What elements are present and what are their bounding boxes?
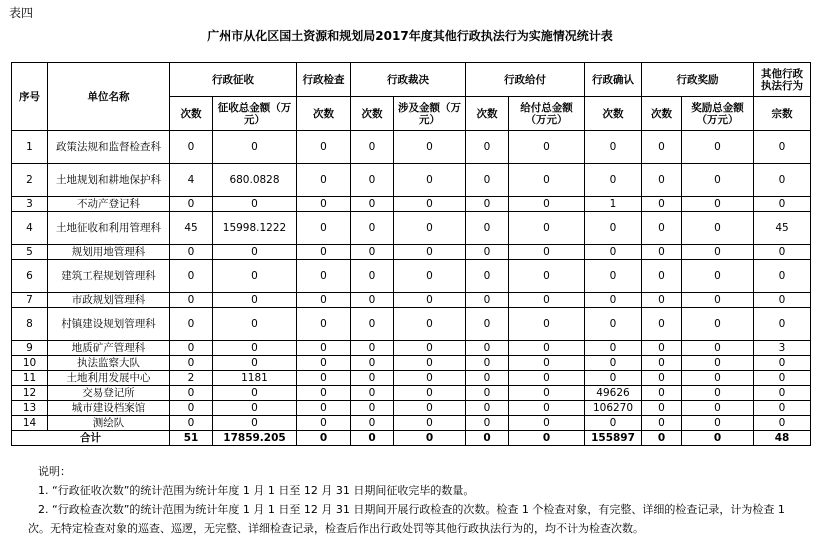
row-seq: 5	[12, 245, 48, 260]
statistics-table	[11, 62, 811, 446]
cell: 0	[642, 260, 682, 293]
row-unit: 土地规划和耕地保护科	[48, 164, 170, 197]
cell: 0	[297, 212, 351, 245]
cell: 0	[585, 341, 642, 356]
table-row	[12, 293, 811, 308]
table-row	[12, 416, 811, 431]
row-seq: 11	[12, 371, 48, 386]
cell: 0	[754, 293, 811, 308]
row-unit: 规划用地管理科	[48, 245, 170, 260]
cell: 0	[466, 341, 509, 356]
cell: 0	[682, 293, 754, 308]
cell: 680.0828	[213, 164, 297, 197]
cell: 0	[351, 356, 394, 371]
cell: 0	[297, 245, 351, 260]
row-unit: 城市建设档案馆	[48, 401, 170, 416]
cell: 0	[213, 416, 297, 431]
cell: 0	[682, 416, 754, 431]
cell: 0	[351, 371, 394, 386]
table-row	[12, 401, 811, 416]
cell: 0	[682, 212, 754, 245]
notes-section	[28, 462, 808, 538]
cell: 0	[351, 386, 394, 401]
cell: 0	[754, 371, 811, 386]
total-row	[12, 431, 811, 446]
cell: 0	[642, 371, 682, 386]
table-row	[12, 131, 811, 164]
cell: 0	[642, 131, 682, 164]
header-group-other: 其他行政执法行为	[754, 63, 811, 97]
total-cell: 51	[170, 431, 213, 446]
row-seq: 7	[12, 293, 48, 308]
table-row	[12, 164, 811, 197]
cell: 0	[585, 356, 642, 371]
cell: 0	[642, 416, 682, 431]
cell: 0	[754, 164, 811, 197]
cell: 0	[213, 308, 297, 341]
cell: 0	[509, 308, 585, 341]
row-unit: 建筑工程规划管理科	[48, 260, 170, 293]
cell: 0	[509, 356, 585, 371]
cell: 106270	[585, 401, 642, 416]
table-row	[12, 386, 811, 401]
cell: 0	[754, 386, 811, 401]
header-sub: 次数	[351, 97, 394, 131]
header-group-payment: 行政给付	[466, 63, 585, 97]
cell: 0	[509, 341, 585, 356]
row-unit: 地质矿产管理科	[48, 341, 170, 356]
notes-heading: 说明：	[38, 465, 71, 478]
header-group-levy: 行政征收	[170, 63, 297, 97]
cell: 0	[170, 245, 213, 260]
cell: 0	[170, 416, 213, 431]
cell: 0	[585, 293, 642, 308]
cell: 0	[466, 164, 509, 197]
cell: 0	[170, 356, 213, 371]
cell: 0	[642, 293, 682, 308]
cell: 0	[509, 131, 585, 164]
cell: 0	[682, 245, 754, 260]
cell: 0	[585, 260, 642, 293]
cell: 0	[585, 212, 642, 245]
row-unit: 村镇建设规划管理科	[48, 308, 170, 341]
cell: 0	[297, 401, 351, 416]
cell: 0	[642, 245, 682, 260]
cell: 0	[509, 164, 585, 197]
cell: 0	[297, 260, 351, 293]
cell: 0	[466, 308, 509, 341]
table-row	[12, 245, 811, 260]
cell: 0	[466, 260, 509, 293]
cell: 0	[585, 371, 642, 386]
header-row-groups	[12, 63, 811, 97]
cell: 0	[509, 416, 585, 431]
header-sub: 奖励总金额（万元）	[682, 97, 754, 131]
cell: 0	[754, 356, 811, 371]
table-row	[12, 212, 811, 245]
total-cell: 0	[351, 431, 394, 446]
cell: 0	[642, 341, 682, 356]
cell: 0	[509, 293, 585, 308]
cell: 0	[394, 416, 466, 431]
header-sub: 次数	[170, 97, 213, 131]
note-item: 2. “行政检查次数”的统计范围为统计年度 1 月 1 日至 12 月 31 日期间开展行政检查的次数。检查 1 个检查对象，有完整、详细的检查记录，计为检查 1 次。无特定检查对象的巡查、巡逻，无完整、详细检查记录，检查后作出行政处罚等其他行政执法行为的，均不计为检查次数。	[28, 503, 785, 535]
header-group-ruling: 行政裁决	[351, 63, 466, 97]
total-cell: 155897	[585, 431, 642, 446]
cell: 0	[394, 386, 466, 401]
cell: 0	[642, 308, 682, 341]
note-item: 1. “行政征收次数”的统计范围为统计年度 1 月 1 日至 12 月 31 日期间征收完毕的数量。	[38, 484, 475, 497]
header-sub: 涉及金额（万元）	[394, 97, 466, 131]
cell: 0	[682, 131, 754, 164]
header-seq: 序号	[12, 63, 48, 131]
cell: 0	[466, 356, 509, 371]
cell: 0	[394, 371, 466, 386]
cell: 0	[754, 416, 811, 431]
cell: 0	[351, 401, 394, 416]
cell: 0	[509, 245, 585, 260]
table-row	[12, 371, 811, 386]
cell: 0	[394, 245, 466, 260]
cell: 0	[642, 386, 682, 401]
cell: 0	[466, 212, 509, 245]
row-unit: 政策法规和监督检查科	[48, 131, 170, 164]
cell: 0	[509, 371, 585, 386]
cell: 0	[682, 308, 754, 341]
cell: 0	[642, 197, 682, 212]
cell: 0	[682, 197, 754, 212]
cell: 0	[213, 293, 297, 308]
cell: 3	[754, 341, 811, 356]
row-seq: 4	[12, 212, 48, 245]
cell: 0	[585, 131, 642, 164]
cell: 0	[642, 164, 682, 197]
cell: 0	[297, 341, 351, 356]
cell: 0	[297, 356, 351, 371]
cell: 0	[213, 341, 297, 356]
row-seq: 9	[12, 341, 48, 356]
cell: 0	[466, 401, 509, 416]
cell: 0	[394, 401, 466, 416]
document-title: 广州市从化区国土资源和规划局2017年度其他行政执法行为实施情况统计表	[207, 29, 613, 43]
cell: 0	[170, 260, 213, 293]
cell: 0	[351, 293, 394, 308]
cell: 0	[466, 293, 509, 308]
cell: 0	[585, 164, 642, 197]
header-sub: 给付总金额（万元）	[509, 97, 585, 131]
cell: 0	[466, 416, 509, 431]
cell: 0	[754, 401, 811, 416]
cell: 0	[351, 197, 394, 212]
cell: 49626	[585, 386, 642, 401]
row-seq: 6	[12, 260, 48, 293]
header-group-reward: 行政奖励	[642, 63, 754, 97]
cell: 0	[509, 386, 585, 401]
cell: 0	[394, 164, 466, 197]
cell: 0	[509, 260, 585, 293]
cell: 0	[466, 131, 509, 164]
cell: 0	[509, 401, 585, 416]
cell: 0	[170, 308, 213, 341]
total-cell: 0	[466, 431, 509, 446]
cell: 0	[394, 293, 466, 308]
header-sub: 次数	[297, 97, 351, 131]
cell: 0	[642, 356, 682, 371]
cell: 0	[394, 212, 466, 245]
row-seq: 12	[12, 386, 48, 401]
cell: 0	[754, 197, 811, 212]
cell: 0	[170, 341, 213, 356]
row-seq: 2	[12, 164, 48, 197]
cell: 0	[466, 197, 509, 212]
cell: 0	[509, 197, 585, 212]
row-unit: 测绘队	[48, 416, 170, 431]
cell: 1	[585, 197, 642, 212]
table-row	[12, 356, 811, 371]
cell: 0	[754, 308, 811, 341]
header-sub: 次数	[642, 97, 682, 131]
cell: 0	[466, 371, 509, 386]
cell: 0	[394, 341, 466, 356]
cell: 0	[213, 386, 297, 401]
cell: 0	[297, 293, 351, 308]
header-sub: 宗数	[754, 97, 811, 131]
cell: 0	[466, 245, 509, 260]
cell: 0	[466, 386, 509, 401]
header-group-inspection: 行政检查	[297, 63, 351, 97]
row-seq: 1	[12, 131, 48, 164]
cell: 0	[170, 386, 213, 401]
cell: 0	[394, 260, 466, 293]
cell: 0	[351, 260, 394, 293]
row-unit: 土地征收和利用管理科	[48, 212, 170, 245]
total-cell: 17859.205	[213, 431, 297, 446]
cell: 0	[351, 131, 394, 164]
cell: 0	[170, 293, 213, 308]
cell: 0	[585, 416, 642, 431]
cell: 45	[754, 212, 811, 245]
cell: 0	[213, 245, 297, 260]
total-cell: 0	[297, 431, 351, 446]
header-sub: 征收总金额（万元）	[213, 97, 297, 131]
cell: 0	[351, 341, 394, 356]
cell: 0	[682, 164, 754, 197]
cell: 0	[754, 260, 811, 293]
cell: 0	[170, 401, 213, 416]
row-seq: 8	[12, 308, 48, 341]
cell: 0	[297, 386, 351, 401]
cell: 0	[754, 245, 811, 260]
row-unit: 执法监察大队	[48, 356, 170, 371]
cell: 0	[297, 197, 351, 212]
cell: 0	[351, 416, 394, 431]
total-cell: 0	[509, 431, 585, 446]
cell: 2	[170, 371, 213, 386]
cell: 0	[213, 197, 297, 212]
total-cell: 0	[394, 431, 466, 446]
cell: 0	[213, 131, 297, 164]
cell: 0	[351, 245, 394, 260]
cell: 0	[682, 356, 754, 371]
total-cell: 48	[754, 431, 811, 446]
table-row	[12, 260, 811, 293]
row-seq: 3	[12, 197, 48, 212]
cell: 1181	[213, 371, 297, 386]
cell: 0	[297, 308, 351, 341]
row-seq: 10	[12, 356, 48, 371]
cell: 0	[297, 371, 351, 386]
cell: 0	[394, 356, 466, 371]
cell: 0	[682, 386, 754, 401]
cell: 0	[642, 212, 682, 245]
cell: 0	[682, 260, 754, 293]
cell: 0	[394, 131, 466, 164]
header-group-confirmation: 行政确认	[585, 63, 642, 97]
cell: 0	[351, 308, 394, 341]
table-row	[12, 308, 811, 341]
cell: 0	[213, 401, 297, 416]
row-seq: 14	[12, 416, 48, 431]
total-label: 合计	[12, 431, 170, 446]
table-label: 表四	[9, 6, 34, 20]
cell: 0	[585, 245, 642, 260]
cell: 0	[682, 401, 754, 416]
row-seq: 13	[12, 401, 48, 416]
row-unit: 交易登记所	[48, 386, 170, 401]
header-sub: 次数	[585, 97, 642, 131]
cell: 0	[394, 197, 466, 212]
row-unit: 不动产登记科	[48, 197, 170, 212]
header-unit: 单位名称	[48, 63, 170, 131]
row-unit: 土地利用发展中心	[48, 371, 170, 386]
cell: 0	[297, 164, 351, 197]
header-sub: 次数	[466, 97, 509, 131]
cell: 4	[170, 164, 213, 197]
cell: 0	[170, 197, 213, 212]
cell: 0	[585, 308, 642, 341]
cell: 0	[509, 212, 585, 245]
cell: 0	[682, 341, 754, 356]
total-cell: 0	[682, 431, 754, 446]
cell: 0	[297, 416, 351, 431]
cell: 0	[170, 131, 213, 164]
cell: 45	[170, 212, 213, 245]
table-row	[12, 341, 811, 356]
cell: 0	[297, 131, 351, 164]
cell: 0	[642, 401, 682, 416]
table-row	[12, 197, 811, 212]
cell: 0	[682, 371, 754, 386]
cell: 0	[394, 308, 466, 341]
row-unit: 市政规划管理科	[48, 293, 170, 308]
cell: 0	[213, 356, 297, 371]
cell: 0	[351, 164, 394, 197]
cell: 0	[351, 212, 394, 245]
cell: 15998.1222	[213, 212, 297, 245]
total-cell: 0	[642, 431, 682, 446]
cell: 0	[754, 131, 811, 164]
cell: 0	[213, 260, 297, 293]
